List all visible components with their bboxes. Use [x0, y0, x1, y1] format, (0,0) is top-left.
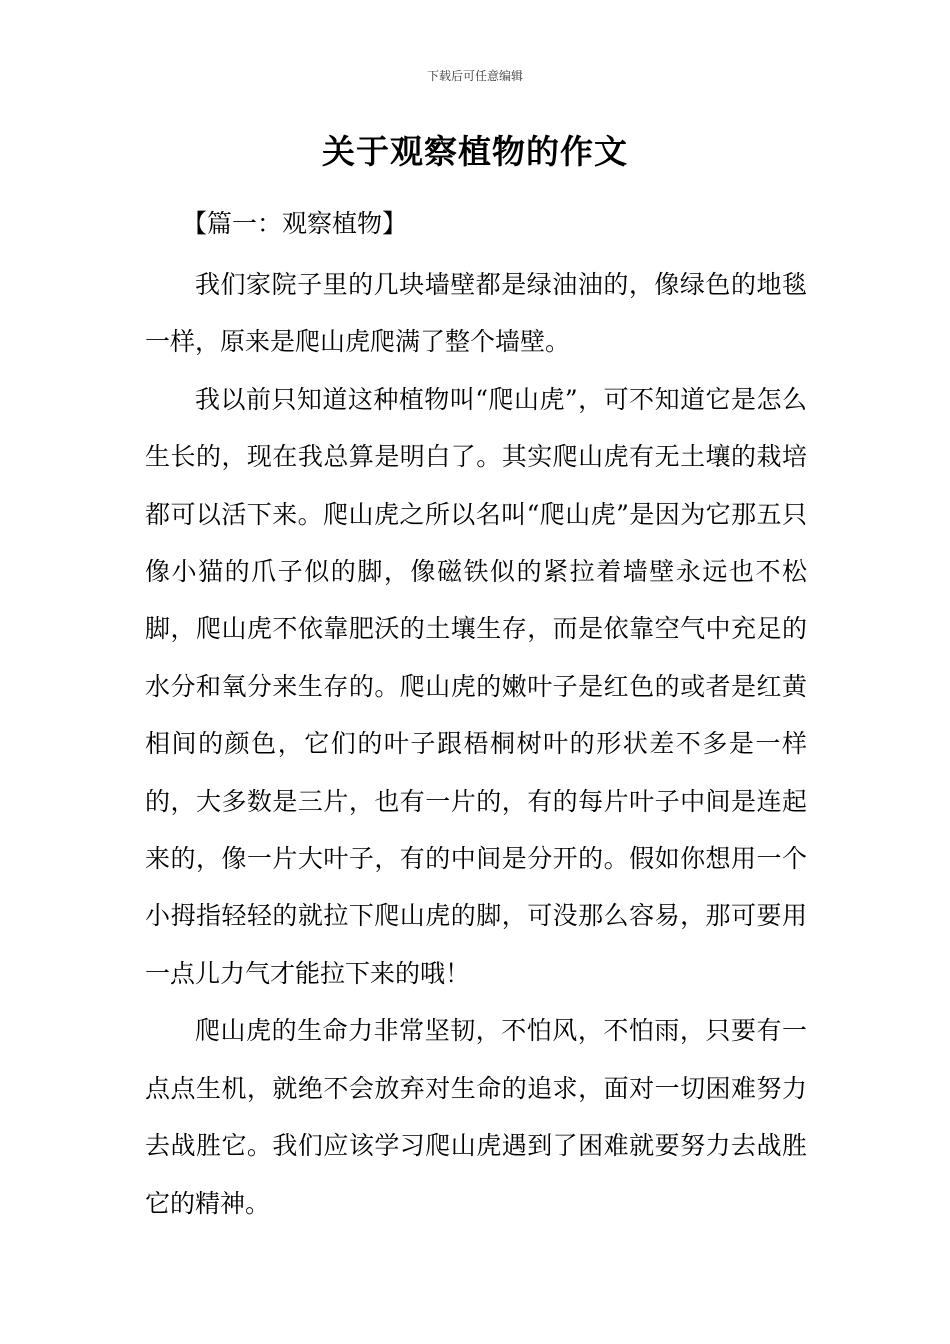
section-heading: 【篇一：观察植物】 — [182, 209, 408, 238]
paragraph-1: 我们家院子里的几块墙壁都是绿油油的，像绿色的地毯一样，原来是爬山虎爬满了整个墙壁。 — [145, 270, 807, 357]
document-body — [145, 256, 807, 1232]
header-note: 下载后可任意编辑 — [426, 69, 523, 83]
document-title: 关于观察植物的作文 — [322, 132, 628, 171]
paragraph-3: 爬山虎的生命力非常坚韧，不怕风，不怕雨，只要有一点点生机，就绝不会放弃对生命的追求，面对一切困难努力去战胜它。我们应该学习爬山虎遇到了困难就要努力去战胜它的精神。 — [145, 1016, 807, 1218]
paragraph-2: 我以前只知道这种植物叫“爬山虎”，可不知道它是怎么生长的，现在我总算是明白了。其实爬山虎有无土壤的栽培都可以活下来。爬山虎之所以名叫“爬山虎”是因为它那五只像小猫的爪子似的脚，像磁铁似的紧拉着墙壁永远也不松脚，爬山虎不依靠肥沃的土壤生存，而是依靠空气中充足的水分和氧分来生存的。爬山虎的嫩叶子是红色的或者是红黄相间的颜色，它们的叶子跟梧桐树叶的形状差不多是一样的，大多数是三片，也有一片的，有的每片叶子中间是连起来的，像一片大叶子，有的中间是分开的。假如你想用一个小拇指轻轻的就拉下爬山虎的脚，可没那么容易，那可要用一点儿力气才能拉下来的哦！ — [145, 384, 807, 988]
